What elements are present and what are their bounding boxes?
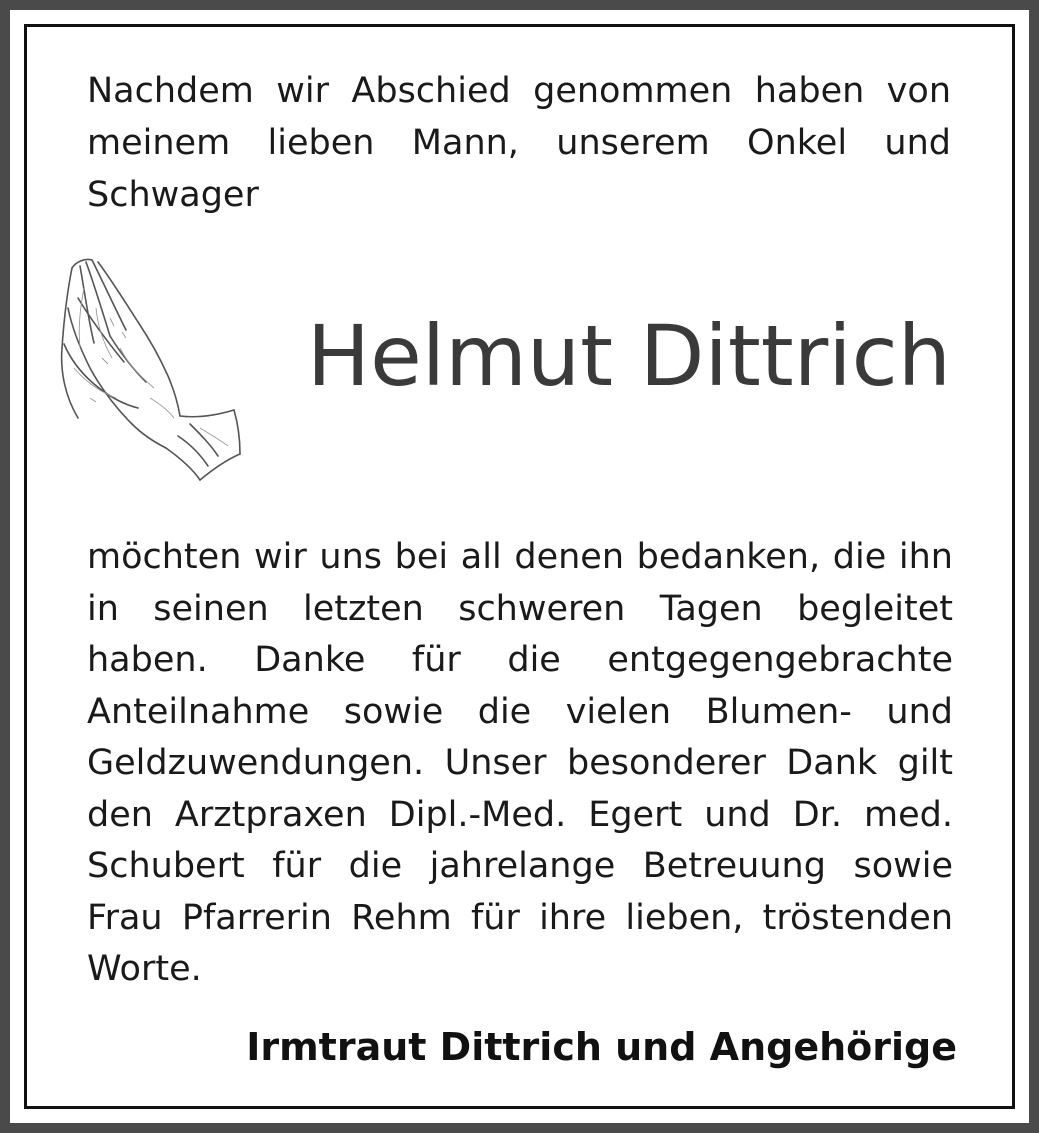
praying-hands-icon [50, 248, 250, 488]
signature: Irmtraut Dittrich und Angehörige [246, 1025, 957, 1069]
thanks-text: möchten wir uns bei all denen bedanken, die ihn in seinen letzten schweren Tagen begleitet haben. Danke für die entgegengebrachte Anteilnahme sowie die vielen Blumen- und Geldzuwendungen. Unser besonderer Dank gilt den Arztpraxen Dipl.-Med. Egert und Dr. med. Schubert für die jahrelange Betreuung sowie Frau Pfarrerin Rehm für ihre lieben, tröstenden Worte. [87, 537, 953, 989]
obituary-notice [10, 10, 1029, 1123]
intro-text: Nachdem wir Abschied genommen haben von meinem lieben Mann, unserem Onkel und Schwager [87, 71, 951, 215]
deceased-name: Helmut Dittrich [306, 307, 951, 405]
